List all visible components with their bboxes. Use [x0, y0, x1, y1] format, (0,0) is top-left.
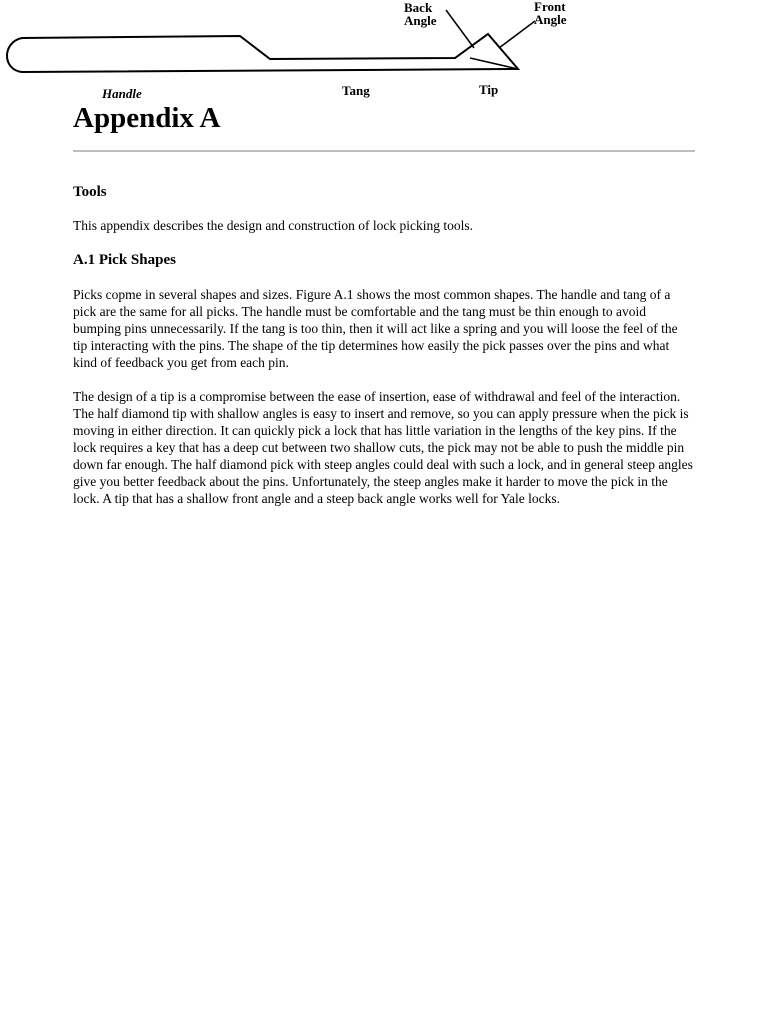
handle-label: Handle — [102, 86, 142, 101]
tang-label: Tang — [342, 83, 370, 98]
back-angle-label-line2: Angle — [404, 13, 437, 28]
paragraph-pick-shapes: Picks copme in several shapes and sizes. Figure A.1 shows the most common shapes. The handle and tang of a pick are the same for all picks. The handle must be comfortable and the tang must be thin enough to avoid bumping pins unnecessarily. If the tang is too thin, then it will act like a spring and you will loose the feel of the tip interacting with the pins. The shape of the tip determines how easily the pick passes over the pins and what kind of feedback you get from each pin. — [73, 287, 678, 370]
back-angle-label-line1: Back — [404, 0, 433, 15]
subsection-heading-pick-shapes: A.1 Pick Shapes — [73, 252, 176, 268]
document-body — [73, 98, 695, 507]
pick-diagram — [0, 0, 768, 108]
back-angle-pointer — [446, 10, 474, 48]
pick-outline — [7, 34, 518, 72]
front-angle-pointer — [499, 21, 535, 48]
section-heading-tools: Tools — [73, 184, 107, 200]
intro-paragraph: This appendix describes the design and construction of lock picking tools. — [73, 218, 474, 233]
front-angle-label-line1: Front — [534, 0, 566, 14]
tip-label: Tip — [479, 82, 499, 97]
title-divider — [73, 150, 695, 152]
front-angle-label-line2: Angle — [534, 12, 567, 27]
paragraph-tip-design: The design of a tip is a compromise between the ease of insertion, ease of withdrawal and feel of the interaction. The half diamond tip with shallow angles is easy to insert and remove, so you can apply pressure when the pick is moving in either direction. It can quickly pick a lock that has little variation in the lengths of the key pins. If the lock requires a key that has a deep cut between two shallow cuts, the pick may not be able to push the middle pin down far enough. The half diamond pick with steep angles could deal with such a lock, and in general steep angles give you better feedback about the pins. Unfortunately, the steep angles make it harder to move the pick in the lock. A tip that has a shallow front angle and a steep back angle works well for Yale locks. — [73, 389, 693, 506]
page-title: Appendix A — [73, 102, 221, 134]
